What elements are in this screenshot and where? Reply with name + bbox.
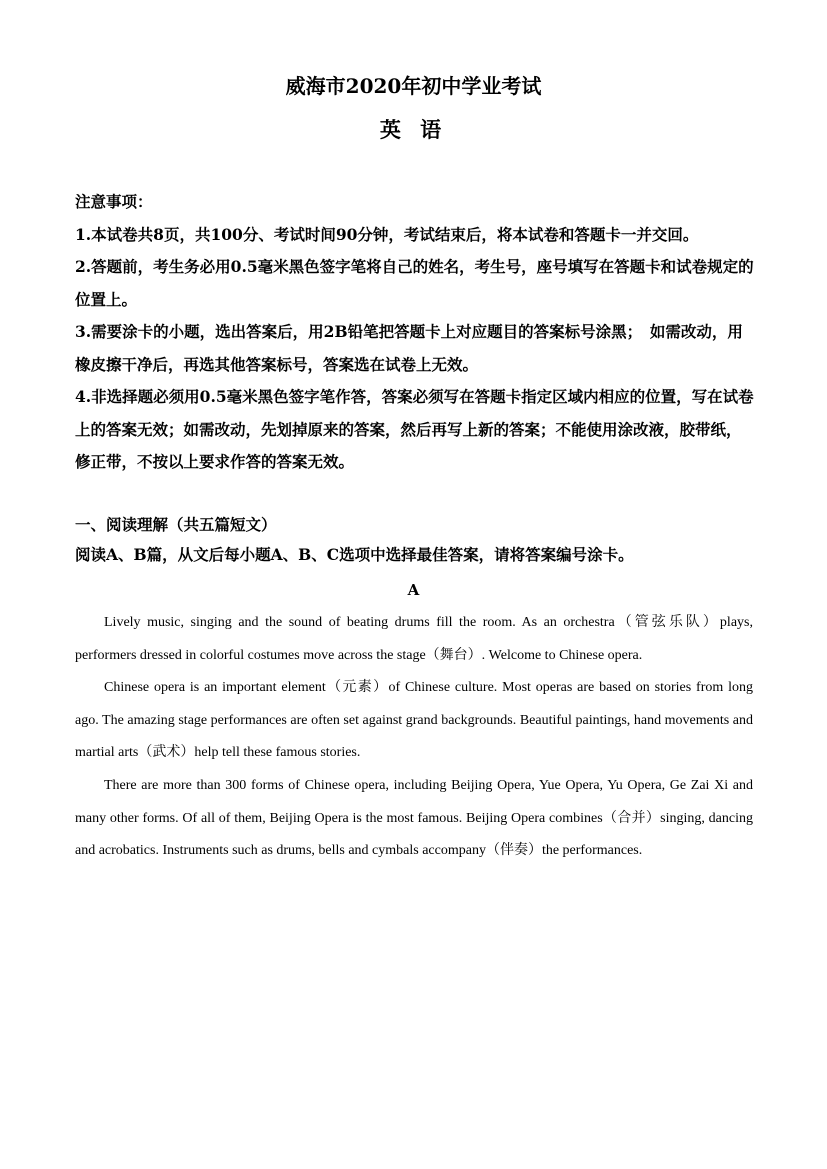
passage-letter: A [407, 581, 420, 599]
notice-item-3: 3.需要涂卡的小题，选出答案后，用2B铅笔把答题卡上对应题目的答案标号涂黑； 如需改动，用橡皮擦干净后，再选其他答案标号，答案选在试卷上无效。 [75, 322, 743, 374]
notice-block [75, 186, 755, 479]
notice-heading: 注意事项： [75, 192, 153, 211]
exam-title: 威海市2020年初中学业考试 [285, 74, 542, 98]
exam-subject: 英 语 [379, 117, 448, 142]
passage-paragraph-3: There are more than 300 forms of Chinese opera, including Beijing Opera, Yue Opera, Yu Opera, Ge Zai Xi and many other forms. Of all of them, Beijing Opera is the most famous. Beijing Opera combines（合并）singing, dancing and acrobatics. Instruments such as drums, bells and cymbals accompany（伴奏）the performances. [75, 777, 753, 859]
section-heading: 一、阅读理解（共五篇短文） [75, 515, 277, 534]
section-instruction: 阅读A、B篇，从文后每小题A、B、C选项中选择最佳答案，请将答案编号涂卡。 [75, 545, 634, 564]
notice-item-4: 4.非选择题必须用0.5毫米黑色签字笔作答，答案必须写在答题卡指定区域内相应的位置，写在试卷上的答案无效；如需改动，先划掉原来的答案，然后再写上新的答案；不能使用涂改液，胶带纸，修正带，不按以上要求作答的答案无效。 [75, 387, 754, 471]
notice-item-1: 1.本试卷共8页，共100分、考试时间90分钟，考试结束后，将本试卷和答题卡一并交回。 [75, 224, 699, 244]
section-block [75, 510, 755, 570]
passage-body [75, 607, 753, 868]
notice-item-2: 2.答题前，考生务必用0.5毫米黑色签字笔将自己的姓名，考生号，座号填写在答题卡和试卷规定的位置上。 [75, 257, 754, 309]
passage-paragraph-2: Chinese opera is an important element（元素）of Chinese culture. Most operas are based on stories from long ago. The amazing stage performances are often set against grand backgrounds. Beautiful paintings, hand movements and martial arts（武术）help tell these famous stories. [75, 680, 753, 761]
passage-paragraph-1: Lively music, singing and the sound of beating drums fill the room. As an orchestra（管弦乐队）plays, performers dressed in colorful costumes move across the stage（舞台）. Welcome to Chinese opera. [75, 615, 753, 663]
